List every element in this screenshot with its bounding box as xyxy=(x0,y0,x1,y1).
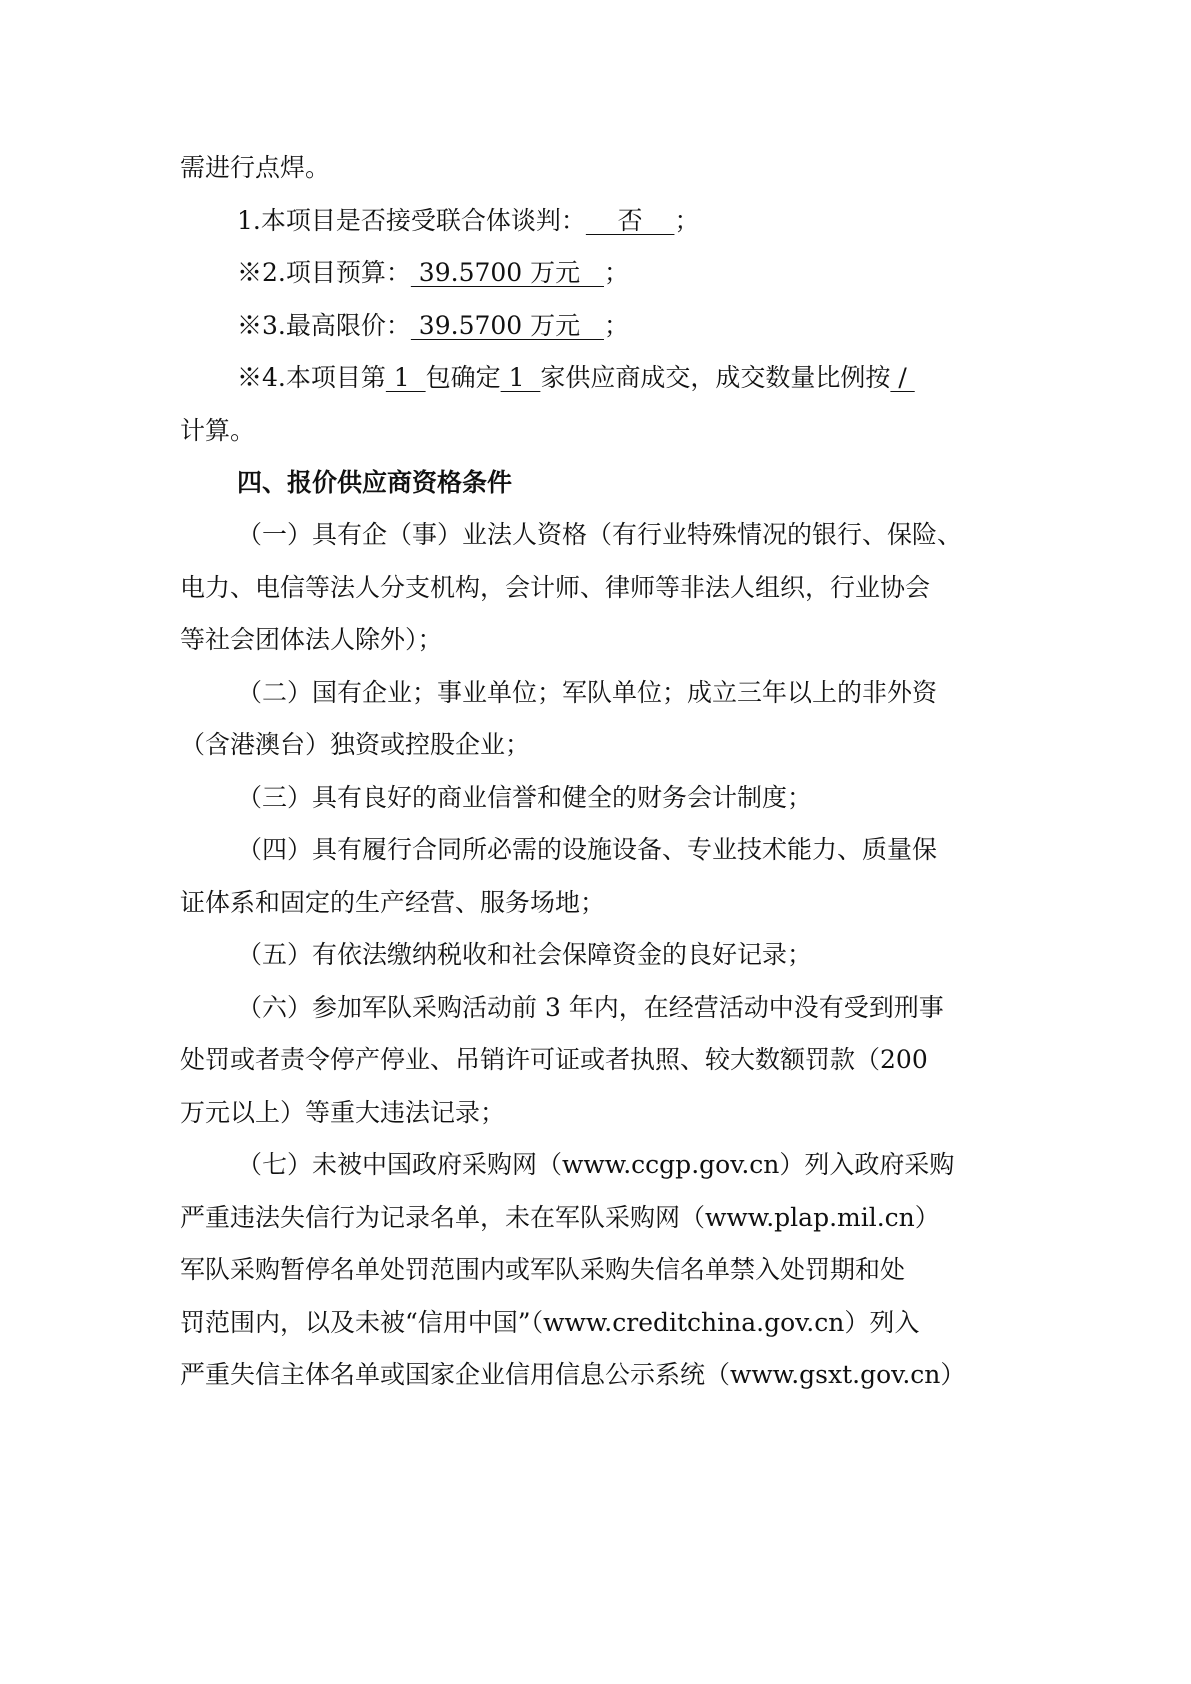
section-heading: 四、报价供应商资格条件 xyxy=(237,468,513,497)
paragraph-line: （一）具有企（事）业法人资格（有行业特殊情况的银行、保险、 xyxy=(237,520,963,549)
paragraph-line: 万元以上）等重大违法记录； xyxy=(180,1098,506,1127)
budget-clause xyxy=(237,245,1077,301)
clause-tail: ； xyxy=(674,206,700,235)
paragraph-line: 军队采购暂停名单处罚范围内或军队采购失信名单禁入处罚期和处 xyxy=(180,1255,906,1284)
paragraph-line: 严重违法失信行为记录名单，未在军队采购网（www.plap.mil.cn） xyxy=(180,1203,940,1232)
paragraph-line: （四）具有履行合同所必需的设施设备、专业技术能力、质量保 xyxy=(237,835,938,864)
paragraph-line: 严重失信主体名单或国家企业信用信息公示系统（www.gsxt.gov.cn） xyxy=(180,1360,966,1389)
paragraph-line: （三）具有良好的商业信誉和健全的财务会计制度； xyxy=(237,783,813,812)
paragraph-line: （五）有依法缴纳税收和社会保障资金的良好记录； xyxy=(237,940,813,969)
ratio-value: / xyxy=(890,363,915,392)
paragraph-line: 罚范围内，以及未被“信用中国”（www.creditchina.gov.cn）列入 xyxy=(180,1308,920,1337)
budget-value: 39.5700 万元 xyxy=(410,258,604,287)
clause-text: ※4.本项目第 xyxy=(237,363,386,392)
clause-text: 家供应商成交，成交数量比例按 xyxy=(540,363,891,392)
paragraph-line: （二）国有企业；事业单位；军队单位；成立三年以上的非外资 xyxy=(237,678,938,707)
clause-label: ※2.项目预算： xyxy=(237,258,411,287)
paragraph-line: 等社会团体法人除外）； xyxy=(180,625,443,654)
paragraph-line: 需进行点焊。 xyxy=(180,153,331,182)
package-number-value: 1 xyxy=(385,363,426,392)
supplier-count-value: 1 xyxy=(500,363,541,392)
paragraph-line: 处罚或者责令停产停业、吊销许可证或者执照、较大数额罚款（200 xyxy=(180,1045,928,1074)
paragraph-line: （六）参加军队采购活动前 3 年内，在经营活动中没有受到刑事 xyxy=(237,993,944,1022)
paragraph-line: 计算。 xyxy=(180,416,256,445)
paragraph-line: （含港澳台）独资或控股企业； xyxy=(180,730,531,759)
paragraph-line: 电力、电信等法人分支机构，会计师、律师等非法人组织，行业协会 xyxy=(180,573,931,602)
clause-label: 1.本项目是否接受联合体谈判： xyxy=(237,206,586,235)
max-price-clause xyxy=(237,298,1077,354)
clause-tail: ； xyxy=(603,258,629,287)
package-clause xyxy=(237,350,1077,406)
max-price-value: 39.5700 万元 xyxy=(410,311,604,340)
consortium-clause xyxy=(237,193,1077,249)
consortium-value: 否 xyxy=(585,206,675,235)
clause-text: 包确定 xyxy=(425,363,501,392)
paragraph-line: （七）未被中国政府采购网（www.ccgp.gov.cn）列入政府采购 xyxy=(237,1150,955,1179)
paragraph-line: 证体系和固定的生产经营、服务场地； xyxy=(180,888,606,917)
clause-label: ※3.最高限价： xyxy=(237,311,411,340)
clause-tail: ； xyxy=(603,311,629,340)
